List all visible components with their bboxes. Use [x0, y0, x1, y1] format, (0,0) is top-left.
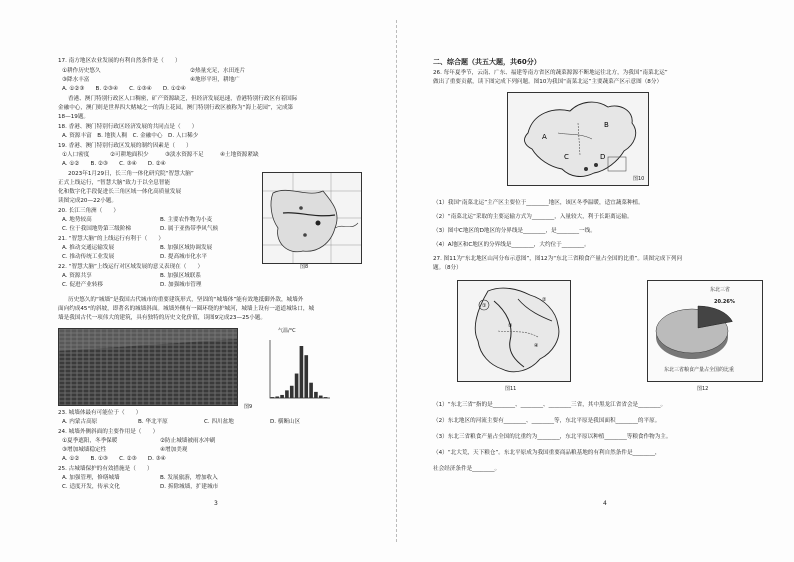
svg-text:C: C [564, 153, 569, 161]
q26-intro-line1: 26. 每年夏季节，云南、广东、福建等南方省区的蔬菜源源不断地运往北方，为我国“南菜北运” [433, 70, 668, 76]
passage1-line3: 18—19题。 [58, 114, 90, 120]
q17-opt4: ④地形平坦，耕地广 [190, 77, 240, 83]
q23-opt-a: A. 内蒙古高原 [62, 419, 98, 425]
q23-opt-b: B. 华北平原 [138, 419, 168, 425]
q19-stem: 19. 香港、澳门特别行政区发展的制约因素是（ ） [58, 143, 192, 149]
pie-slice-northeast [698, 306, 732, 328]
q17-stem: 17. 南方地区农业发展的有利自然条件是（ ） [58, 58, 181, 64]
q25-opt-d: D. 拆除城墙，扩建城市 [160, 484, 219, 490]
yangtze-delta-map [263, 173, 361, 263]
figure9-wall-photo [58, 328, 238, 406]
q23-stem: 23. 城墙体最有可能位于（ ） [58, 410, 142, 416]
chart-bar [280, 395, 284, 398]
q27-part3: （3）东北三省粮食产量占全国的比重约为________，东北平原以种植________等粮食作物为主。 [433, 434, 672, 440]
q20-opt-d: D. 属于亚热带季风气候 [160, 226, 219, 232]
figure9-climate-chart [262, 336, 332, 406]
q21-opt-b: B. 加强区域协调发展 [160, 245, 213, 251]
q26-part1: （1）我国“南菜北运”主产区主要位于________地区，该区冬季温暖，适宜蔬菜种植。 [433, 200, 644, 206]
q17-opt1: ①耕作历史悠久 [62, 68, 101, 74]
chart-bar [271, 397, 275, 398]
page-number: 4 [603, 500, 607, 507]
q20-opt-b: B. 主要农作物为小麦 [160, 217, 213, 223]
q19-opt3: ③淡水资源不足 [165, 152, 204, 158]
pie-percent-label: 20.26% [714, 299, 735, 305]
passage2-line1: 2023年1月29日，长三角一体化研究院“智慧大脑” [68, 171, 194, 177]
q24-stem: 24. 城墙外侧斜面的主要作用是（ ） [58, 429, 159, 435]
svg-text:B: B [604, 121, 609, 129]
chart-bar [295, 374, 299, 398]
q26-part2: （2）“南菜北运”采取的主要运输方式为________，入量较大，利于长距离运输。 [433, 214, 633, 220]
pie-slice-label: 东北三省 [710, 287, 731, 293]
right-page [397, 0, 794, 562]
q22-opt-d: D. 加强城市管理 [160, 282, 202, 288]
q27-part2: （2）东北地区的河流主要有________、________等，东北平原是我国面积________的平原。 [433, 418, 661, 424]
chart-bar [324, 397, 328, 398]
passage1-line1: 香港、澳门特别行政区人口稠密，矿产资源缺乏，但经济发展迅速，香港特别行政区有着国际 [68, 96, 298, 102]
figure9-caption: 图9 [244, 404, 253, 410]
passage1-line2: 金融中心，澳门则是世界四大赌城之一的海上花园。澳门特别行政区被称为“海上花园”，完成第 [58, 105, 294, 111]
q20-opt-a: A. 地势较高 [62, 217, 92, 223]
figure12-pie-chart [647, 280, 763, 382]
grain-share-pie [648, 281, 762, 381]
passage2-line4: 读图完成20—22小题。 [58, 198, 117, 204]
chart-bar [319, 396, 323, 398]
q21-stem: 21. “智慧大脑”的上线运行有利于（ ） [58, 236, 164, 242]
q26-intro-line2: 做出了重要贡献，读下图完成下列问题。图10为我国“南菜北运”主要蔬菜产区示意图（8分） [433, 79, 663, 85]
section-title: 二、综合题（共五大题，共60分） [433, 58, 541, 66]
figure8-caption: 图8 [300, 264, 309, 270]
passage2-line2: 正式上线运行，“智慧大脑”致力于以全息智能 [58, 180, 171, 186]
q27-part4: （4）“北大荒，天下粮仓”。东北平原成为我国重要商品粮基地的有利自然条件是________， [433, 450, 661, 456]
chart-bar [304, 355, 308, 398]
svg-text:D: D [600, 153, 606, 161]
chart-bar [309, 383, 313, 398]
q17-opt3: ③降水丰富 [62, 77, 90, 83]
passage2-line3: 化和数字化手段促进长三角区域一体化高质量发展 [58, 189, 182, 195]
q19-opt2: ②可耕地面积少 [110, 152, 149, 158]
svg-text:①: ① [482, 303, 487, 309]
q18-choices: A. 资源丰富 B. 地狭人稠 C. 金融中心 D. 人口稀少 [62, 133, 199, 139]
q27-part1: （1）“东北三省”指的是________、________、________三省，其中黑龙江省省会是________。 [433, 402, 667, 408]
chart-bar [290, 386, 294, 398]
pie-caption: 东北三省粮食产量占全国的比重 [664, 367, 735, 373]
svg-text:④: ④ [534, 343, 539, 349]
q17-opt2: ②热量充足，水田连片 [190, 68, 246, 74]
q25-stem: 25. 古城墙保护的有效措施是（ ） [58, 466, 153, 472]
passage3-line3: 墙是我国古代一项伟大的建筑，具有独特的历史文化价值，读图9完成23—25小题。 [58, 315, 266, 321]
page-number: 3 [214, 500, 218, 507]
q19-opt4: ④土地资源紧缺 [220, 152, 259, 158]
q19-opt1: ①人口密度 [62, 152, 90, 158]
q21-opt-c: C. 推动传统工业发展 [62, 254, 115, 260]
q23-opt-d: D. 横断山区 [270, 419, 301, 425]
figure11-caption: 图11 [505, 386, 517, 392]
chart-bar [300, 346, 304, 398]
q24-choices: A. ①② B. ①③ C. ②③ D. ③④ [62, 456, 166, 462]
q18-stem: 18. 香港、澳门特别行政区经济发展的共同点是（ ） [58, 124, 198, 130]
q20-opt-c: C. 位于我国地势第三级阶梯 [62, 226, 131, 232]
q24-opt2: ②防止城墙被雨水冲刷 [160, 438, 216, 444]
q22-opt-b: B. 加强区域联系 [160, 273, 201, 279]
q24-opt3: ③增加城墙稳定性 [62, 447, 107, 453]
chart-bar [285, 390, 289, 398]
china-outline-map [508, 93, 648, 185]
q20-stem: 20. 长江三角洲（ ） [58, 208, 120, 214]
q25-opt-b: B. 发展旅游，增加收入 [160, 475, 218, 481]
q22-opt-c: C. 促进产业转移 [62, 282, 104, 288]
q22-stem: 22. “智慧大脑”上线运行对区域发展的意义表现在（ ） [58, 264, 204, 270]
svg-text:②: ② [542, 297, 547, 303]
northeast-rivers-map [458, 281, 570, 381]
chart-axis-unit: 气温/°C [278, 328, 296, 334]
q25-opt-a: A. 加强管理，修缮城墙 [62, 475, 120, 481]
passage3-line1: 历史悠久的“城墙”是我国古代城市的重要建筑形式，坚固的“城墙体”能有效地抵御外敌，城墙外 [68, 297, 304, 303]
q26-part3: （3）图中C地区的D地区的分界线是________，是________一线。 [433, 228, 596, 234]
q22-opt-a: A. 资源共享 [62, 273, 92, 279]
q23-opt-c: C. 四川盆地 [204, 419, 234, 425]
q24-opt1: ①夏季遮阳，冬季保暖 [62, 438, 118, 444]
svg-text:③: ③ [508, 323, 513, 329]
wall-photo-texture [59, 329, 237, 405]
q27-intro-line2: 题。（8分） [433, 265, 462, 271]
q17-choices: A. ①②③ B. ②③④ C. ①③④ D. ①②④ [62, 86, 186, 92]
q21-opt-d: D. 提高城市化水平 [160, 254, 208, 260]
q19-choices: A. ①② B. ②③ C. ③④ D. ②④ [62, 161, 166, 167]
q21-opt-a: A. 推动交通运输发展 [62, 245, 115, 251]
figure8-map [262, 172, 362, 264]
figure12-caption: 图12 [697, 386, 709, 392]
svg-text:A: A [542, 133, 547, 141]
q24-opt4: ④增加美观 [160, 447, 188, 453]
chart-bar [314, 392, 318, 398]
figure11-northeast-map [457, 280, 571, 382]
q27-part4b: 社会经济条件是________。 [433, 466, 501, 472]
figure10-china-map [507, 92, 649, 186]
q27-intro-line1: 27. 图11为“东北地区山河分布示意图”，图12为“东北三省粮食产量占全国的比重”。读图完成下列问 [433, 256, 683, 262]
q25-opt-c: C. 适度开发，传承文化 [62, 484, 120, 490]
q26-part4: （4）A地区和C地区的分界线是________，大约位于________。 [433, 242, 590, 248]
passage3-line2: 面向约成45°的斜坡，即著名的城墙斜面。城墙外侧有一圈环绕的护城河，城墙上设有一道道城垛口，城 [58, 306, 315, 312]
chart-bar [275, 396, 279, 398]
figure10-caption: 图10 [633, 176, 645, 182]
